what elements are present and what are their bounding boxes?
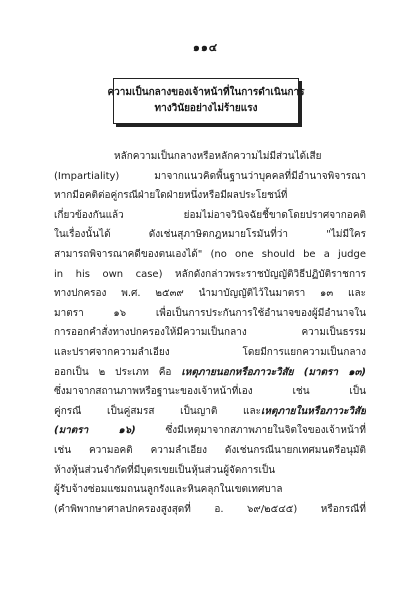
body-text-segment: คู่กรณี เป็นคู่สมรส เป็นญาติ และ (54, 405, 261, 417)
body-text-segment: ทางปกครอง พ.ศ. ๒๕๓๙ นำมาบัญญัติไว้ในมาตรา ๑๓ และ (54, 288, 366, 300)
body-line (54, 265, 366, 285)
body-text-segment: การออกคำสั่งทางปกครองให้มีความเป็นกลาง ความเป็นธรรม (54, 327, 366, 339)
body-line (54, 382, 366, 402)
body-text-segment: ออกเป็น ๒ ประเภท คือ (54, 366, 182, 378)
body-text-segment: ซึ่งมาจากสถานภาพหรือฐานะของเจ้าหน้าที่เอง เช่น เป็น (54, 386, 366, 398)
body-line (54, 284, 366, 304)
body-line (54, 421, 366, 441)
body-text-segment: ซึ่งมีเหตุมาจากสภาพภายในจิตใจของเจ้าหน้าที่ (135, 425, 366, 437)
page-number: ๑๑๔ (192, 41, 219, 54)
body-text-segment: (คำพิพากษาศาลปกครองสูงสุดที่ อ. ๖๙/๒๕๔๕) หรือกรณีที่ (54, 503, 366, 515)
emphasis-text: เหตุภายนอกหรือภาวะวิสัย (มาตรา ๑๓) (181, 366, 366, 378)
body-line (54, 500, 366, 520)
body-line (54, 343, 366, 363)
body-line (54, 363, 366, 383)
body-text-segment: และปราศจากความลำเอียง โดยมีการแยกความเป็นกลาง (54, 346, 366, 358)
body-text-segment: ห้างหุ้นส่วนจำกัดที่มีบุตรเขยเป็นหุ้นส่วนผู้จัดการเป็น (54, 464, 276, 476)
body-line (54, 402, 366, 422)
body-text-segment: (Impartiality) มาจากแนวคิดพื้นฐานว่าบุคคลที่มีอำนาจพิจารณา (54, 170, 366, 182)
emphasis-text: (มาตรา ๑๖) (54, 425, 136, 437)
body-line (54, 225, 366, 245)
body-text-segment: เช่น ความอคติ ความลำเอียง ดังเช่นกรณีนายกเทศมนตรีอนุมัติ (54, 444, 366, 456)
body-line (54, 206, 366, 226)
emphasis-text: เหตุภายในหรือภาวะวิสัย (260, 405, 366, 417)
section-heading-box (107, 78, 305, 124)
body-text-segment: หลักความเป็นกลางหรือหลักความไม่มีส่วนได้เสีย (114, 151, 322, 162)
section-heading-line-1: ความเป็นกลางของเจ้าหน้าที่ในการดำเนินการ (107, 87, 305, 98)
section-heading-line-2: ทางวินัยอย่างไม่ร้ายแรง (154, 103, 258, 114)
body-paragraph (54, 147, 366, 519)
body-line (54, 186, 366, 206)
body-line (54, 245, 366, 265)
body-line (54, 323, 366, 343)
body-line (54, 461, 366, 481)
body-text-segment: หากมีอคติต่อคู่กรณีฝ่ายใดฝ่ายหนึ่งหรือมีผลประโยชน์ที่ (54, 190, 288, 202)
body-line (54, 441, 366, 461)
body-line (54, 147, 366, 167)
body-text-segment: ผู้รับจ้างซ่อมแซมถนนลูกรังและหินคลุกในเขตเทศบาล (54, 484, 283, 496)
body-text-segment: สามารถพิจารณาคดีของตนเองได้" (no one should be a judge (54, 248, 366, 260)
body-text-segment: เกี่ยวข้องกันแล้ว ย่อมไม่อาจวินิจฉัยชี้ขาดโดยปราศจากอคติ (54, 209, 366, 221)
body-line (54, 167, 366, 187)
body-text-segment: in his own case) หลักดังกล่าวพระราชบัญญัติวิธีปฏิบัติราชการ (54, 268, 366, 280)
body-text-segment: ในเรื่องนั้นได้ ดังเช่นสุภาษิตกฎหมายโรมันที่ว่า "ไม่มีใคร (54, 229, 366, 241)
body-line (54, 480, 366, 500)
body-line (54, 304, 366, 324)
body-text-segment: มาตรา ๑๖ เพื่อเป็นการประกันการใช้อำนาจของผู้มีอำนาจใน (54, 307, 366, 319)
